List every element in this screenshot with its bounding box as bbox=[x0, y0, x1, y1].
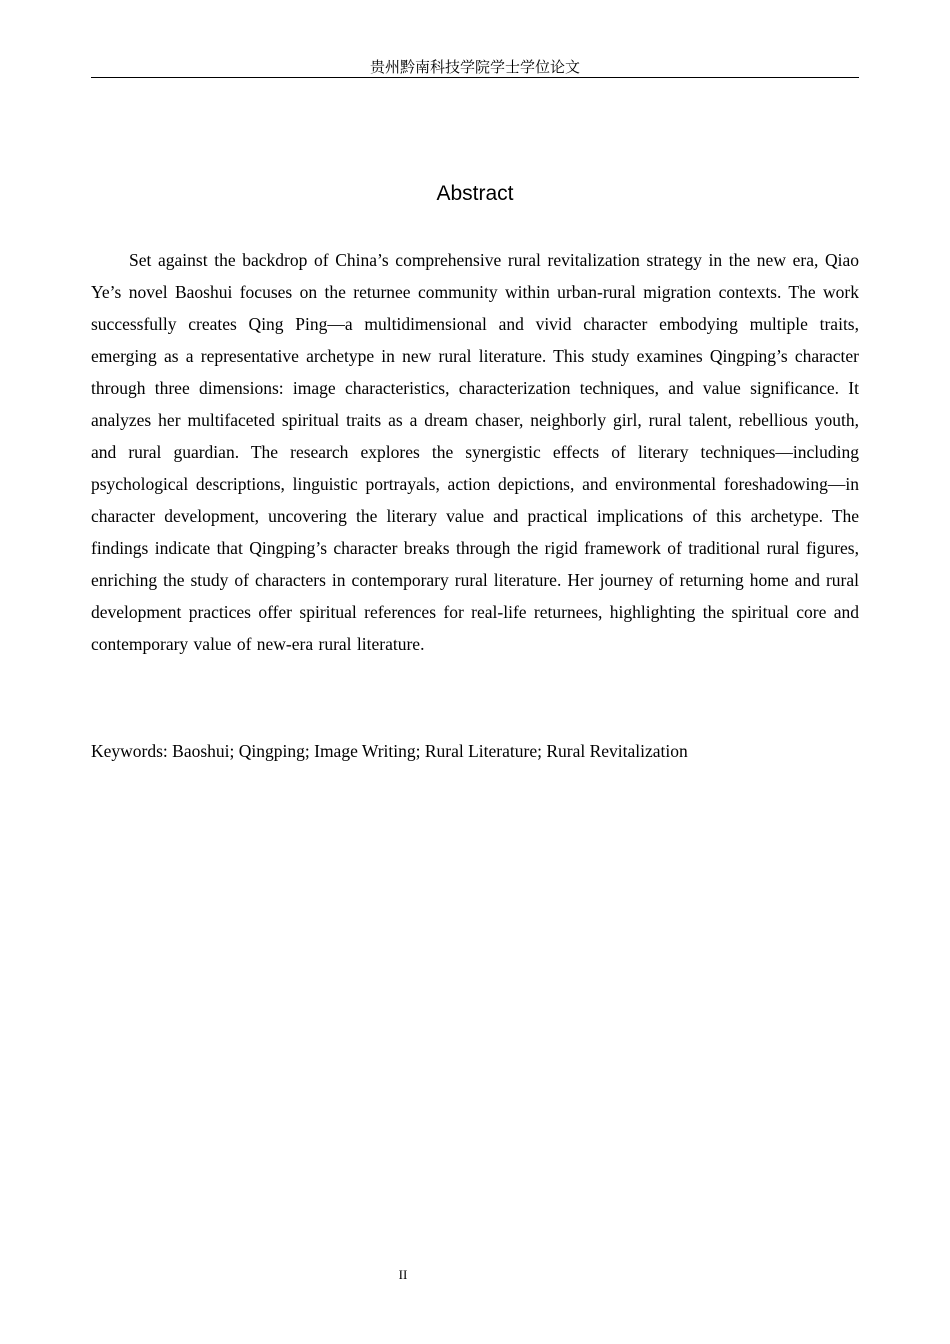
abstract-title: Abstract bbox=[436, 182, 514, 205]
keywords-line: Keywords: Baoshui; Qingping; Image Writing; Rural Literature; Rural Revitalization bbox=[91, 741, 688, 761]
page-number: II bbox=[398, 1267, 408, 1282]
abstract-body: Set against the backdrop of China’s comprehensive rural revitalization strategy in the new era, Qiao Ye’s novel Baoshui focuses on the returnee community within urban-rural migration contexts. The work successfully creates Qing Ping—a multidimensional and vivid character embodying multiple traits, emerging as a representative archetype in new rural literature. This study examines Qingping’s character through three dimensions: image characteristics, characterization techniques, and value significance. It analyzes her multifaceted spiritual traits as a dream chaser, neighborly girl, rural talent, rebellious youth, and rural guardian. The research explores the synergistic effects of literary techniques—including psychological descriptions, linguistic portrayals, action depictions, and environmental foreshadowing—in character development, uncovering the literary value and practical implications of this archetype. The findings indicate that Qingping’s character breaks through the rigid framework of traditional rural figures, enriching the study of characters in contemporary rural literature. Her journey of returning home and rural development practices offer spiritual references for real-life returnees, highlighting the spiritual core and contemporary value of new-era rural literature. bbox=[91, 250, 859, 654]
page-header: 贵州黔南科技学院学士学位论文 bbox=[91, 58, 859, 78]
